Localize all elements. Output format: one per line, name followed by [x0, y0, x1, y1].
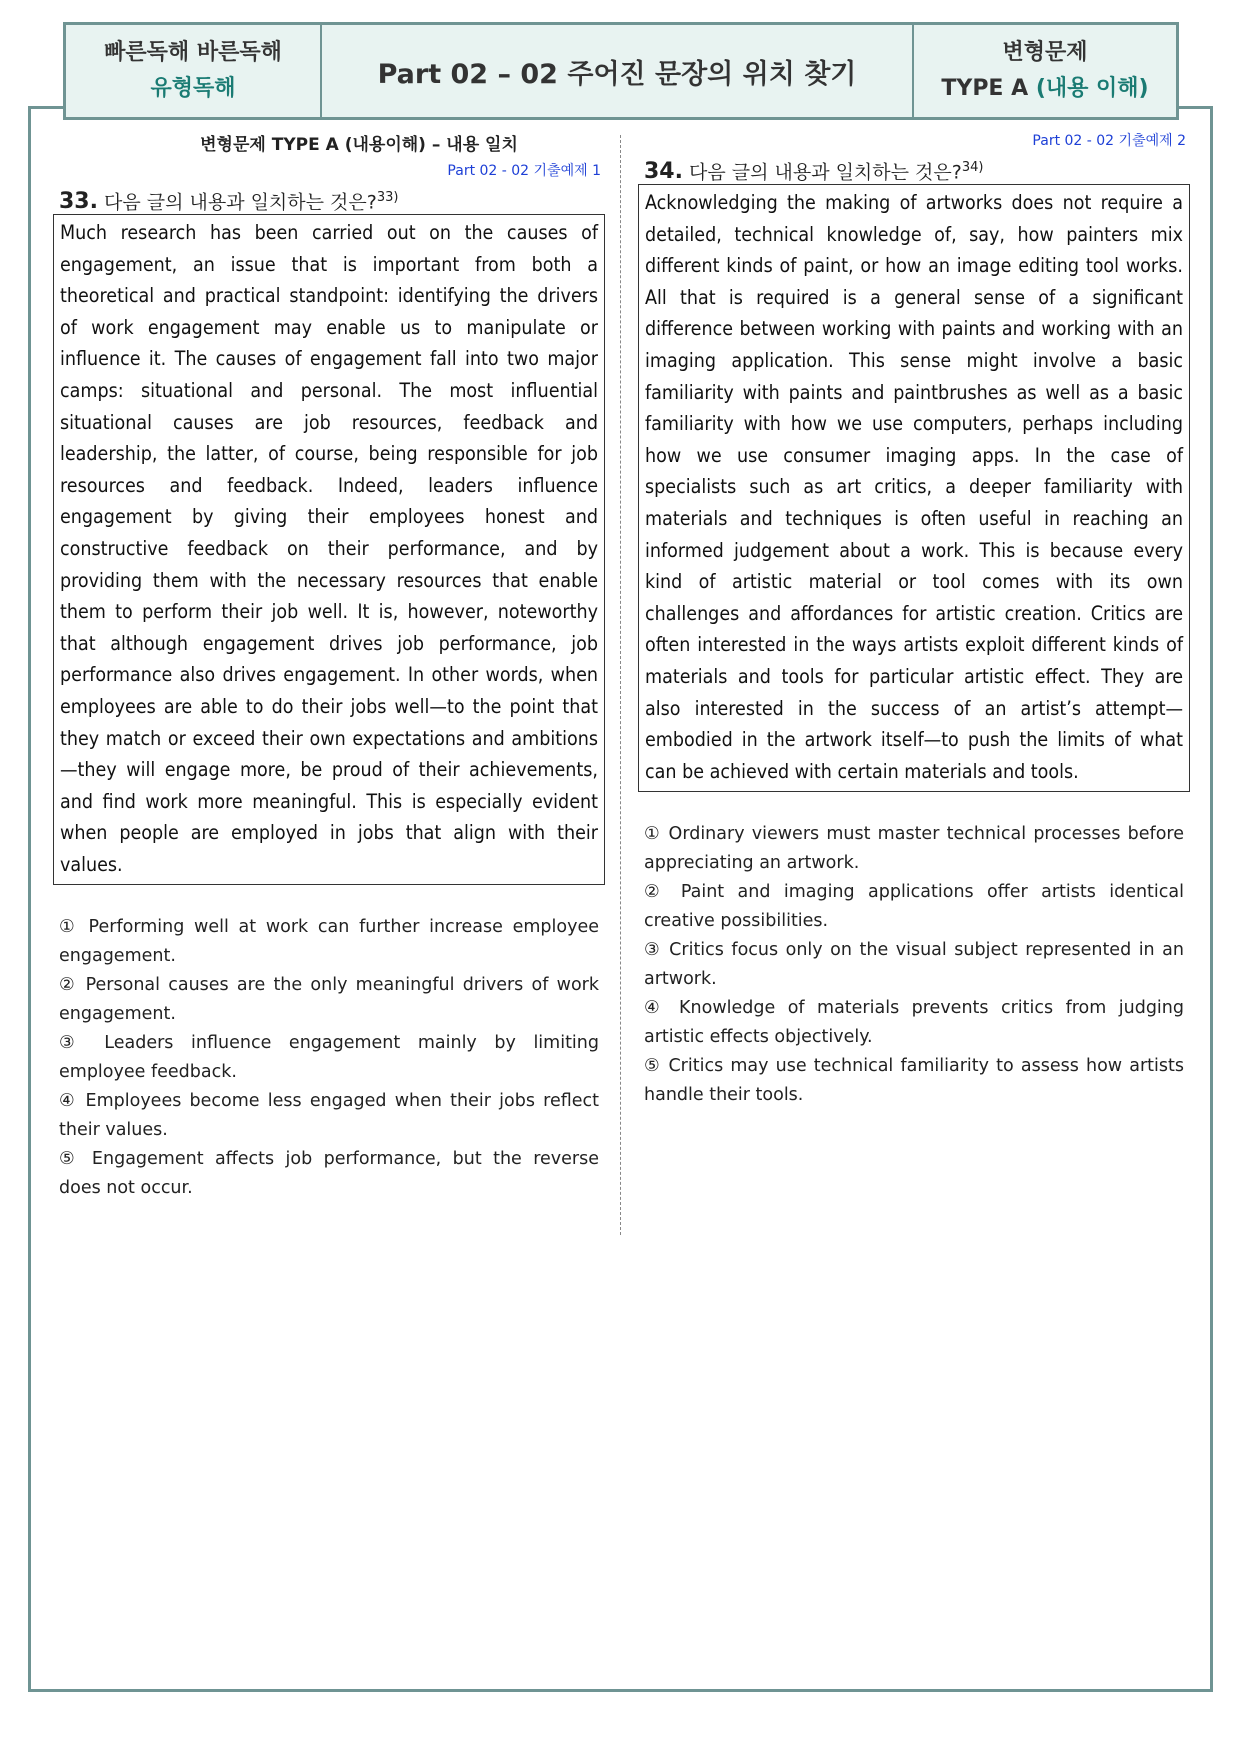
footnote-marker: 34) [961, 160, 984, 175]
type-cell [912, 25, 1176, 117]
passage-box: Acknowledging the making of artworks does not require a detailed, technical knowledge of, say, how painters mix different kinds of paint, or how an image editing tool works. All that is required is a general sense of a significant difference between working with paints and working with an imaging application. This sense might involve a basic familiarity with paints and paintbrushes as well as a basic familiarity with how we use computers, perhaps including how we use consumer imaging apps. In the case of specialists such as art critics, a deeper familiarity with materials and techniques is often useful in reaching an informed judgement about a work. This is because every kind of artistic material or tool comes with its own challenges and affordances for artistic creation. Critics are often interested in the ways artists exploit different kinds of materials and tools for particular artistic effect. They are also interested in the success of an artist’s attempt—embodied in the artwork itself—to push the limits of what can be achieved with certain materials and tools. [638, 184, 1190, 792]
choice-2[interactable]: ② Paint and imaging applications offer artists identical creative possibilities. [644, 882, 1184, 931]
question-prompt [53, 182, 605, 214]
answer-choices [53, 913, 605, 1202]
chapter-title-cell [322, 25, 912, 117]
passage-box: Much research has been carried out on the causes of engagement, an issue that is important from both a theoretical and practical standpoint: identifying the drivers of work engagement may enable us to manipulate or influence it. The causes of engagement fall into two major camps: situational and personal. The most influential situational causes are job resources, feedback and leadership, the latter, of course, being responsible for job resources and feedback. Indeed, leaders influence engagement by giving their employees honest and constructive feedback on their performance, and by providing them with the necessary resources that enable them to perform their job well. It is, however, noteworthy that although engagement drives job performance, job performance also drives engagement. In other words, when employees are able to do their jobs well—to the point that they match or exceed their own expectations and ambitions—they will engage more, be proud of their achievements, and find work more meaningful. This is especially evident when people are employed in jobs that align with their values. [53, 214, 605, 885]
choice-4[interactable]: ④ Knowledge of materials prevents critics from judging artistic effects objectively. [644, 998, 1184, 1047]
choice-5[interactable]: ⑤ Engagement affects job performance, but the reverse does not occur. [59, 1149, 599, 1198]
choice-4[interactable]: ④ Employees become less engaged when their jobs reflect their values. [59, 1091, 599, 1140]
book-title-cell [66, 25, 322, 117]
book-subtitle: 유형독해 [150, 76, 236, 101]
column-divider [620, 135, 621, 1235]
type-name: TYPE A (내용 이해) [941, 76, 1149, 101]
choice-5[interactable]: ⑤ Critics may use technical familiarity to assess how artists handle their tools. [644, 1056, 1184, 1105]
question-34 [638, 130, 1190, 1110]
type-label: 변형문제 [1002, 40, 1088, 65]
question-number: 33. [59, 189, 98, 215]
question-text: 다음 글의 내용과 일치하는 것은? [103, 191, 377, 214]
answer-choices [638, 820, 1190, 1109]
choice-2[interactable]: ② Personal causes are the only meaningful drivers of work engagement. [59, 975, 599, 1024]
choice-3[interactable]: ③ Leaders influence engagement mainly by limiting employee feedback. [59, 1033, 599, 1082]
chapter-title: Part 02 – 02 주어진 문장의 위치 찾기 [377, 58, 857, 90]
footnote-marker: 33) [376, 190, 399, 205]
question-number: 34. [644, 159, 683, 185]
question-prompt [638, 152, 1190, 184]
source-label: Part 02 - 02 기출예제 1 [447, 163, 601, 179]
choice-3[interactable]: ③ Critics focus only on the visual subject represented in an artwork. [644, 940, 1184, 989]
book-title: 빠른독해 바른독해 [104, 40, 282, 65]
section-title: 변형문제 TYPE A (내용이해) – 내용 일치 [200, 135, 518, 155]
source-label: Part 02 - 02 기출예제 2 [1032, 133, 1186, 149]
question-33 [53, 130, 605, 1203]
choice-1[interactable]: ① Ordinary viewers must master technical processes before appreciating an artwork. [644, 824, 1184, 873]
choice-1[interactable]: ① Performing well at work can further increase employee engagement. [59, 917, 599, 966]
page-header [63, 22, 1179, 120]
question-text: 다음 글의 내용과 일치하는 것은? [688, 161, 962, 184]
